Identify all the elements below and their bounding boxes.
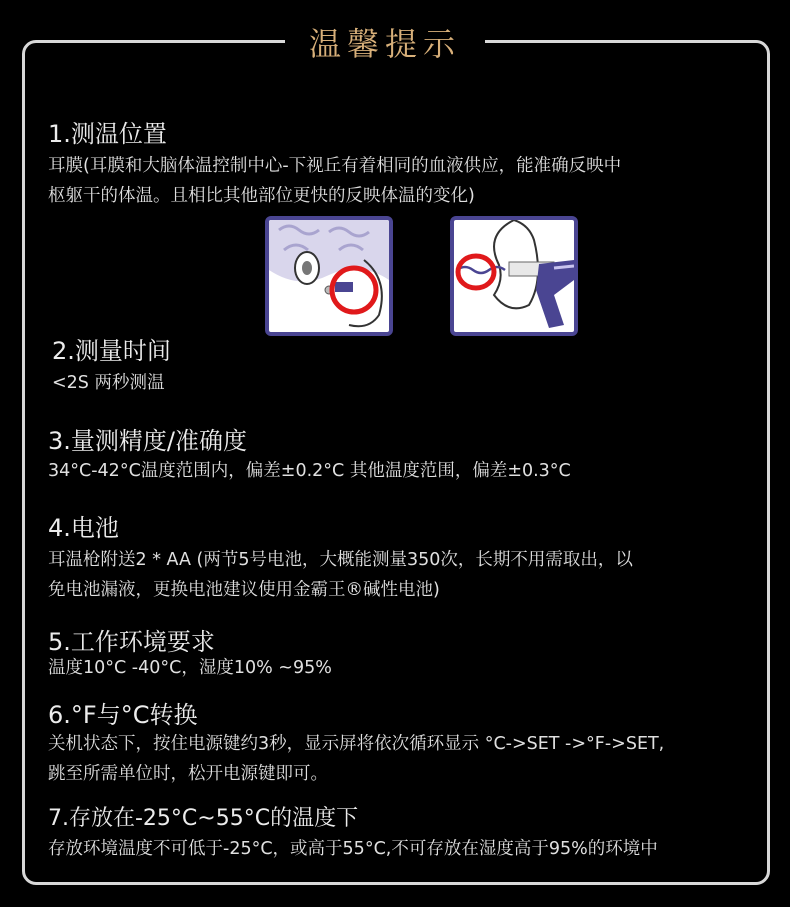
section-text-line: 跳至所需单位时，松开电源键即可。 [48,764,328,784]
section-heading-unit-conversion: 6.°F与°C转换 [48,701,198,729]
ear-thermometer-illustration-2 [450,216,578,336]
section-text-line: 关机状态下，按住电源键约3秒，显示屏将依次循环显示 °C->SET ->°F->SET, [48,734,665,754]
title-banner [285,14,485,70]
section-heading-environment: 5.工作环境要求 [48,628,215,656]
section-text-line: <2S 两秒测温 [52,373,165,393]
section-text-line: 耳膜(耳膜和大脑体温控制中心-下视丘有着相同的血液供应，能准确反映中 [48,156,622,176]
section-heading-accuracy: 3.量测精度/准确度 [48,427,247,455]
section-heading-battery: 4.电池 [48,514,119,542]
section-heading-measure-location: 1.测温位置 [48,120,167,148]
section-text-line: 枢躯干的体温。且相比其他部位更快的反映体温的变化) [48,186,475,206]
section-heading-measure-time: 2.测量时间 [52,337,171,365]
section-text-line: 34°C-42°C温度范围内，偏差±0.2°C 其他温度范围，偏差±0.3°C [48,461,571,481]
section-heading-storage: 7.存放在-25°C~55°C的温度下 [48,806,359,831]
page-title: 温馨提示 [308,25,461,63]
section-text-line: 免电池漏液，更换电池建议使用金霸王®碱性电池) [48,580,440,600]
ear-thermometer-illustration-1 [265,216,393,336]
section-text-line: 存放环境温度不可低于-25°C，或高于55°C,不可存放在湿度高于95%的环境中 [48,839,658,859]
section-text-line: 温度10°C -40°C，湿度10% ~95% [48,658,332,678]
section-text-line: 耳温枪附送2 * AA (两节5号电池，大概能测量350次，长期不用需取出，以 [48,550,633,570]
